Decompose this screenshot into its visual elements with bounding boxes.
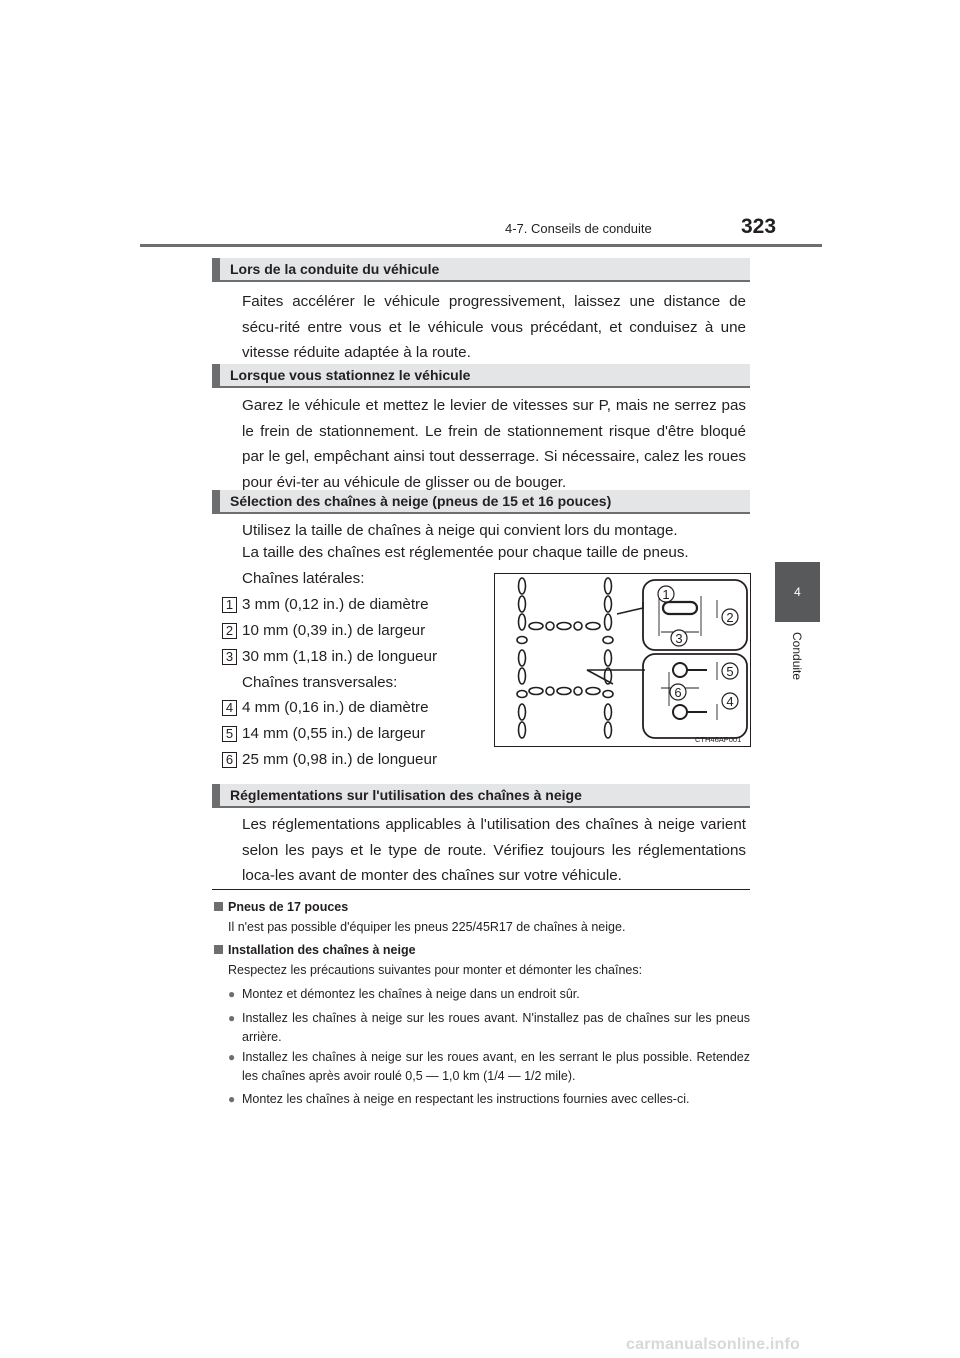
figure-callout-1: 1 bbox=[662, 587, 670, 602]
chain-selection-line-1: Utilisez la taille de chaînes à neige qui convient lors du montage. bbox=[242, 522, 678, 539]
figure-callout-2: 2 bbox=[726, 610, 734, 625]
round-bullet-icon: ● bbox=[228, 987, 236, 1001]
section-text-driving: Faites accélérer le véhicule progressivement, laissez une distance de sécu-rité entre vous et le véhicule vous précédant, et conduisez à une vitesse réduite adaptée à la route. bbox=[242, 293, 746, 361]
chapter-tab bbox=[775, 562, 820, 622]
watermark: carmanualsonline.info bbox=[626, 1336, 801, 1353]
callout-4: 4 bbox=[222, 700, 237, 716]
section-text-regulations: Les réglementations applicables à l'utilisation des chaînes à neige varient selon les pays et le type de route. Vérifiez toujours les réglementations loca-les avant de monter des chaînes sur votre véhicule. bbox=[242, 816, 746, 884]
callout-1: 1 bbox=[222, 597, 237, 613]
figure-code: CTH46AP001 bbox=[695, 735, 742, 744]
header-rule bbox=[140, 244, 822, 247]
figure-callout-4: 4 bbox=[726, 694, 734, 709]
chapter-label: Conduite bbox=[790, 632, 804, 681]
snow-chain-illustration bbox=[495, 574, 750, 746]
chain-selection-line-2: La taille des chaînes est réglementée pour chaque taille de pneus. bbox=[242, 544, 689, 561]
bullet-item-1: ● Montez et démontez les chaînes à neige dans un endroit sûr. bbox=[228, 985, 750, 1004]
bullet-item-4: ● Montez les chaînes à neige en respectant les instructions fournies avec celles-ci. bbox=[228, 1090, 750, 1109]
spec-item-4: 4 mm (0,16 in.) de diamètre bbox=[242, 699, 429, 716]
round-bullet-icon: ● bbox=[228, 1050, 236, 1064]
chapter-number: 4 bbox=[794, 585, 801, 599]
square-bullet-icon bbox=[214, 945, 223, 954]
spec-item-5: 14 mm (0,55 in.) de largeur bbox=[242, 725, 426, 742]
spec-item-1: 3 mm (0,12 in.) de diamètre bbox=[242, 596, 429, 613]
section-text-parking: Garez le véhicule et mettez le levier de vitesses sur P, mais ne serrez pas le frein de stationnement. Le frein de stationnement risque d'être bloqué par le gel, empêchant ainsi tout desserrage. Si nécessaire, calez les roues pour évi-ter au véhicule de glisser ou de bouger. bbox=[242, 397, 746, 491]
note-text-17-inch: Il n'est pas possible d'équiper les pneus 225/45R17 de chaînes à neige. bbox=[228, 920, 626, 934]
bullet-item-2: ● Installez les chaînes à neige sur les roues avant. N'installez pas de chaînes sur les pneus arrière. bbox=[228, 1009, 750, 1047]
callout-2: 2 bbox=[222, 623, 237, 639]
section-heading-parking: Lorsque vous stationnez le véhicule bbox=[212, 364, 750, 388]
spec-item-2: 10 mm (0,39 in.) de largeur bbox=[242, 622, 426, 639]
side-chains-label: Chaînes latérales: bbox=[242, 570, 365, 587]
snow-chain-figure bbox=[494, 573, 751, 747]
round-bullet-icon: ● bbox=[228, 1092, 236, 1106]
square-bullet-icon bbox=[214, 902, 223, 911]
figure-callout-5: 5 bbox=[726, 664, 734, 679]
notes-divider bbox=[212, 889, 750, 890]
callout-5: 5 bbox=[222, 726, 237, 742]
section-heading-regulations: Réglementations sur l'utilisation des chaînes à neige bbox=[212, 784, 750, 808]
section-heading-driving: Lors de la conduite du véhicule bbox=[212, 258, 750, 282]
spec-item-3: 30 mm (1,18 in.) de longueur bbox=[242, 648, 438, 665]
bullet-item-3: ● Installez les chaînes à neige sur les roues avant, en les serrant le plus possible. Retendez les chaînes après avoir roulé 0,5 — 1,0 km (1/4 — 1/2 mile). bbox=[228, 1048, 750, 1086]
note-heading-installation: Installation des chaînes à neige bbox=[214, 943, 416, 957]
figure-callout-6: 6 bbox=[674, 685, 682, 700]
note-text-installation: Respectez les précautions suivantes pour monter et démonter les chaînes: bbox=[228, 963, 643, 977]
cross-chains-label: Chaînes transversales: bbox=[242, 674, 398, 691]
page-number: 323 bbox=[741, 215, 777, 238]
figure-callout-3: 3 bbox=[675, 631, 683, 646]
note-heading-17-inch: Pneus de 17 pouces bbox=[214, 900, 348, 914]
callout-3: 3 bbox=[222, 649, 237, 665]
callout-6: 6 bbox=[222, 752, 237, 768]
section-heading-chain-selection: Sélection des chaînes à neige (pneus de 15 et 16 pouces) bbox=[212, 490, 750, 514]
spec-item-6: 25 mm (0,98 in.) de longueur bbox=[242, 751, 438, 768]
running-header-section: 4-7. Conseils de conduite bbox=[505, 221, 652, 236]
round-bullet-icon: ● bbox=[228, 1011, 236, 1025]
